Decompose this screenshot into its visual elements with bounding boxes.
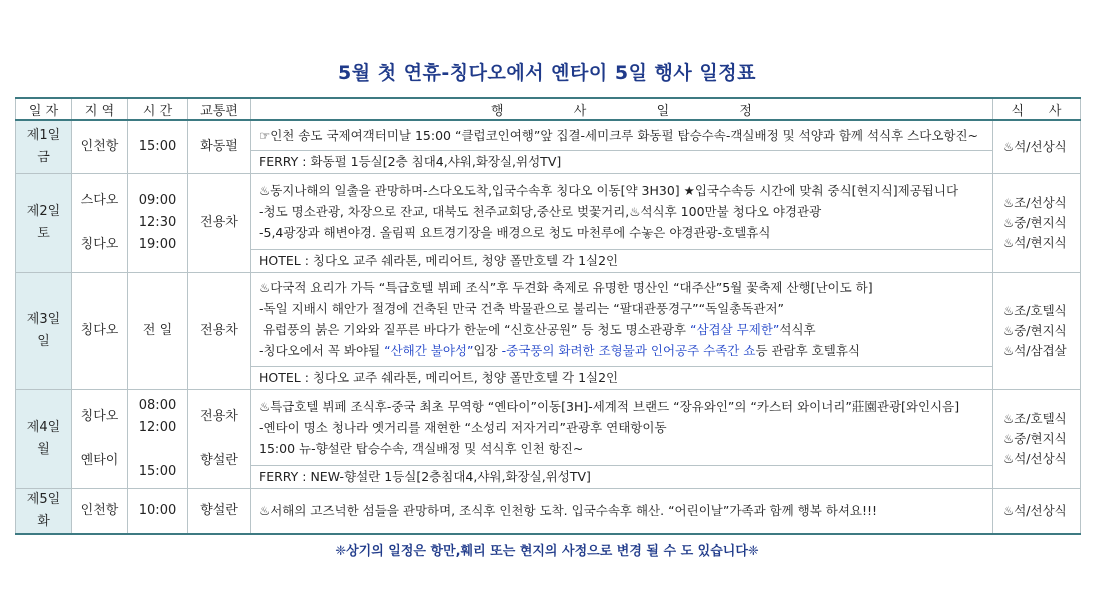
day2-time: 09:00 12:30 19:00 [128,173,188,272]
header-transport: 교통편 [188,98,251,120]
day5-region: 인천항 [72,488,128,534]
day1-meals: ♨석/선상식 [993,120,1081,173]
day2-activities: ♨동지나해의 일출을 관망하며-스다오도착,입국수속후 칭다오 이동[약 3H30] ★입국수속등 시간에 맞춰 중식[현지식]제공됩니다 -청도 명소관광, 차장으로 잔교, 대북도 천주교회당,중산로 벚꽃거리,♨석식후 100만불 청다오 야경관광 -5,4광장과 해변야경. 올림픽 요트경기장을 배경으로 청도 마천루에 수놓은 야경관광-호텔휴식 [251,173,993,249]
header-time: 시 간 [128,98,188,120]
day2-region: 스다오 칭다오 [72,173,128,272]
day3-region: 칭다오 [72,272,128,389]
day4-region: 칭다오 옌타이 [72,389,128,488]
day5-label: 제5일 화 [16,488,72,534]
day4-transport: 전용차 향설란 [188,389,251,488]
day5-activities: ♨서해의 고즈넉한 섬들을 관망하며, 조식후 인천항 도착. 입국수속후 해산. “어린이날”가족과 함께 행복 하셔요!!! [251,488,993,534]
schedule-table [15,97,1081,535]
day1-label: 제1일 금 [16,120,72,173]
day3-transport: 전용차 [188,272,251,389]
day3-time: 전 일 [128,272,188,389]
day2-meals: ♨조/선상식 ♨중/현지식 ♨석/현지식 [993,173,1081,272]
footnote: ❈상기의 일정은 항만,훼리 또는 현지의 사정으로 변경 될 수 도 있습니다❈ [335,544,759,559]
day1-transport: 화동펄 [188,120,251,173]
header-row [16,98,1081,120]
day3-activities: ♨다국적 요리가 가득 “특급호텔 뷔페 조식”후 두견화 축제로 유명한 명산인 “대주산”5월 꽃축제 산행[난이도 하] -독일 지배시 해안가 절경에 건축된 만국 건축 박물관으로 불리는 “팔대관풍경구”“독일총독관저” 유럽풍의 붉은 기와와 짙푸른 바다가 한눈에 “신호산공원” 등 청도 명소관광후 “삼겹살 무제한”석식후 -칭다오에서 꼭 봐야될 “산해간 불야성”입장 -중국풍의 화려한 조형물과 인어공주 수족간 쇼등 관람후 호텔휴식 [251,272,993,366]
day3-hotel: HOTEL : 칭다오 교주 쉐라톤, 메리어트, 청양 폴만호텔 각 1실2인 [251,366,993,389]
day1-region: 인천항 [72,120,128,173]
day1-activities: ☞인천 송도 국제여객터미날 15:00 “클럽코인여행”앞 집결-세미크루 화동펄 탑승수속-객실배정 및 석양과 함께 석식후 스다오항진~ [251,120,993,150]
day2-row [16,173,1081,249]
day3-meals: ♨조/호텔식 ♨중/현지식 ♨석/삼겹살 [993,272,1081,389]
day5-meals: ♨석/선상식 [993,488,1081,534]
day2-transport: 전용차 [188,173,251,272]
day4-activities: ♨특급호텔 뷔페 조식후-중국 최초 무역항 “옌타이”이동[3H]-세계적 브랜드 “장유와인”의 “카스터 와이너리”莊園관광[와인시음] -옌타이 명소 청나라 옛거리를 재현한 “소성리 저자거리”관광후 연태항이동 15:00 뉴-향설란 탑승수속, 객실배정 및 석식후 인천 항진~ [251,389,993,465]
day4-meals: ♨조/호텔식 ♨중/현지식 ♨석/선상식 [993,389,1081,488]
header-region: 지 역 [72,98,128,120]
day2-hotel: HOTEL : 칭다오 교주 쉐라톤, 메리어트, 청양 폴만호텔 각 1실2인 [251,249,993,272]
day3-row [16,272,1081,366]
day1-row [16,120,1081,150]
day4-hotel: FERRY : NEW-향설란 1등실[2층침대4,샤워,화장실,위성TV] [251,465,993,488]
day3-label: 제3일 일 [16,272,72,389]
page-title: 5월 첫 연휴-칭다오에서 옌타이 5일 행사 일정표 [338,62,756,84]
header-meal: 식 사 [993,98,1081,120]
day5-row [16,488,1081,534]
day4-label: 제4일 월 [16,389,72,488]
day1-time: 15:00 [128,120,188,173]
header-day: 일 자 [16,98,72,120]
day4-row [16,389,1081,465]
day2-label: 제2일 토 [16,173,72,272]
day1-hotel: FERRY : 화동펄 1등실[2층 침대4,샤워,화장실,위성TV] [251,150,993,173]
day5-transport: 향설란 [188,488,251,534]
header-schedule: 행 사 일 정 [251,98,993,120]
day4-time: 08:00 12:00 15:00 [128,389,188,488]
day5-time: 10:00 [128,488,188,534]
